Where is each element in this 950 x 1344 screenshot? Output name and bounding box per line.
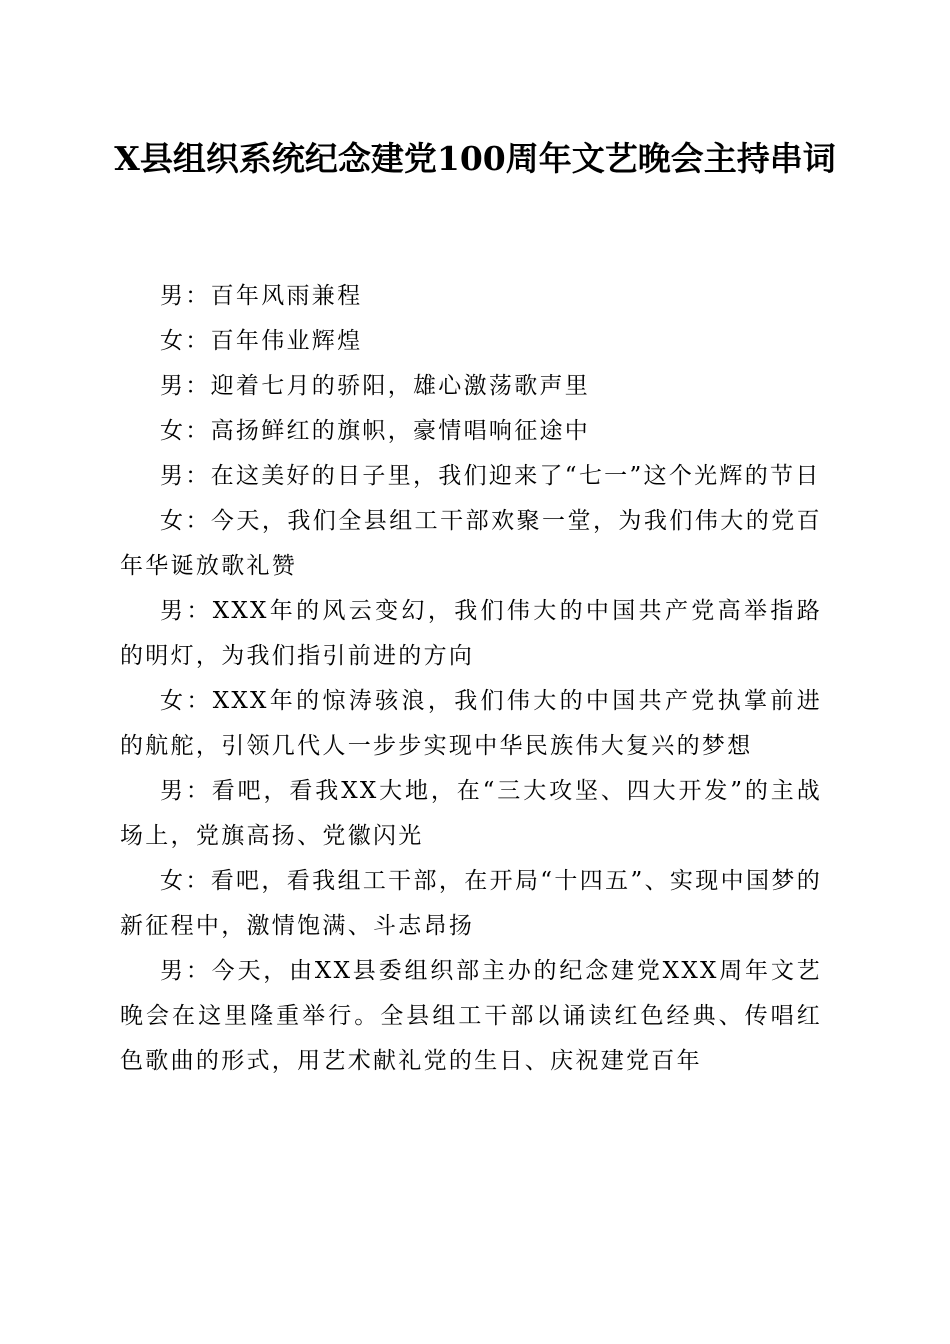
paragraph: 男：看吧，看我XX大地，在“三大攻坚、四大开发”的主战场上，党旗高扬、党徽闪光	[120, 778, 822, 849]
document-body	[120, 274, 822, 1084]
paragraph: 女：XXX年的惊涛骇浪，我们伟大的中国共产党执掌前进的航舵，引领几代人一步步实现中华民族伟大复兴的梦想	[120, 688, 822, 759]
paragraph: 男：今天，由XX县委组织部主办的纪念建党XXX周年文艺晚会在这里隆重举行。全县组工干部以诵读红色经典、传唱红色歌曲的形式，用艺术献礼党的生日、庆祝建党百年	[120, 958, 822, 1074]
paragraph: 男：在这美好的日子里，我们迎来了“七一”这个光辉的节日	[160, 463, 821, 489]
paragraph: 男：XXX年的风云变幻，我们伟大的中国共产党高举指路的明灯，为我们指引前进的方向	[120, 598, 822, 669]
document-title: X县组织系统纪念建党100周年文艺晚会主持串词	[114, 139, 836, 178]
paragraph: 女：百年伟业辉煌	[160, 328, 363, 354]
paragraph: 女：高扬鲜红的旗帜，豪情唱响征途中	[160, 418, 591, 444]
paragraph: 女：今天，我们全县组工干部欢聚一堂，为我们伟大的党百年华诞放歌礼赞	[120, 508, 822, 579]
paragraph: 男：迎着七月的骄阳，雄心激荡歌声里	[160, 373, 591, 399]
paragraph: 女：看吧，看我组工干部，在开局“十四五”、实现中国梦的新征程中，激情饱满、斗志昂扬	[120, 868, 822, 939]
paragraph: 男：百年风雨兼程	[160, 283, 363, 309]
